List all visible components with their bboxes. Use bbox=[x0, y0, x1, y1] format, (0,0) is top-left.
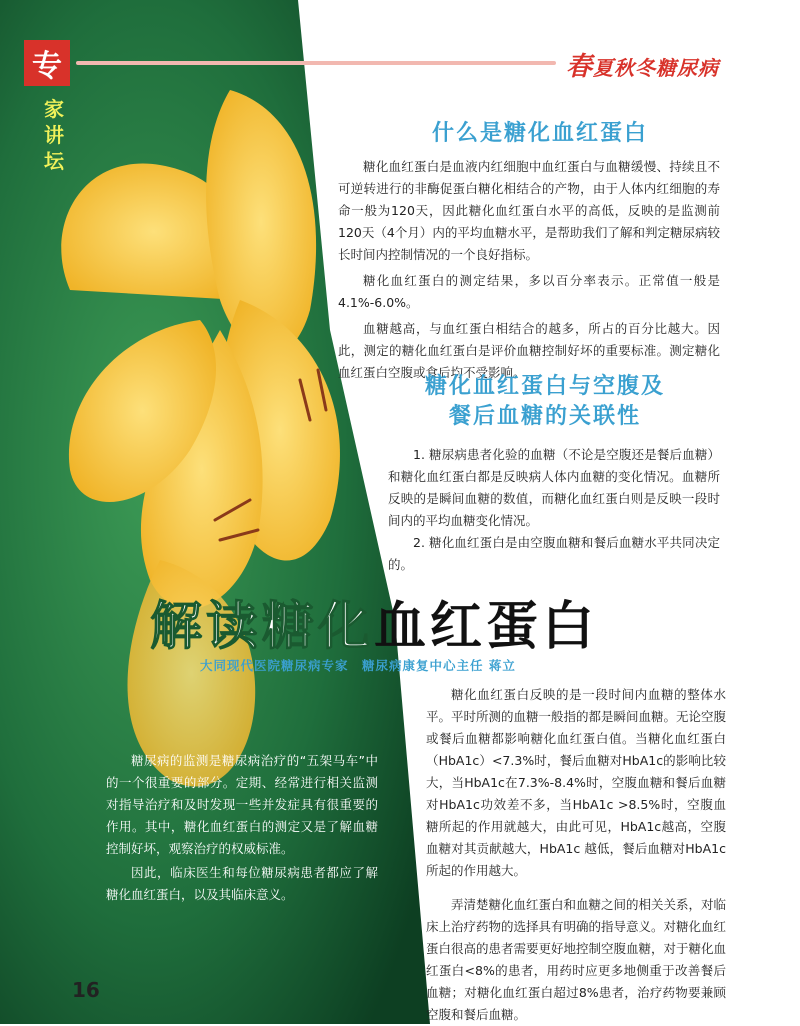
page-number: 16 bbox=[72, 978, 100, 1002]
column-tag-sub: 家讲坛 bbox=[44, 97, 64, 173]
column-tag: 专 bbox=[24, 40, 70, 86]
section2-body bbox=[388, 444, 720, 576]
section2-title-line2: 餐后血糖的关联性 bbox=[448, 404, 641, 429]
main-title-dark-part: 血红蛋白 bbox=[374, 597, 599, 657]
left-paragraph: 糖尿病的监测是糖尿病治疗的“五架马车”中的一个很重要的部分。定期、经常进行相关监测对指导治疗和及时发现一些并发症具有很重要的作用。其中，糖化血红蛋白的测定又是了解血糖控制好坏，观察治疗的权威标准。 bbox=[106, 753, 378, 856]
section1-paragraph: 糖化血红蛋白是血液内红细胞中血红蛋白与血糖缓慢、持续且不可逆转进行的非酶促蛋白糖化相结合的产物，由于人体内红细胞的寿命一般为120天，因此糖化血红蛋白水平的高低，反映的是监测前120天（4个月）内的平均血糖水平，是帮助我们了解和判定糖尿病较长时间内控制情况的一个良好指标。 bbox=[338, 159, 720, 262]
main-title bbox=[150, 584, 598, 659]
section2-paragraph: 2. 糖化血红蛋白是由空腹血糖和餐后血糖水平共同决定的。 bbox=[388, 535, 720, 572]
section1-title: 什么是糖化血红蛋白 bbox=[431, 121, 648, 146]
right-paragraph: 弄清楚糖化血红蛋白和血糖之间的相关关系，对临床上治疗药物的选择具有明确的指导意义。对糖化血红蛋白很高的患者需要更好地控制空腹血糖，对于糖化血红蛋白<8%的患者，用药时应更多地侧重于改善餐后血糖；对糖化血红蛋白超过8%患者，治疗药物要兼顾空腹和餐后血糖。 bbox=[426, 897, 727, 1022]
right-paragraph: 糖化血红蛋白反映的是一段时间内血糖的整体水平。平时所测的血糖一般指的都是瞬间血糖。无论空腹或餐后血糖都影响糖化血红蛋白值。当糖化血红蛋白（HbA1c）<7.3%时，餐后血糖对HbA1c的影响比较大，当HbA1c在7.3%-8.4%时，空腹血糖和餐后血糖对HbA1c功效差不多，当HbA1c >8.5%时，空腹血糖所起的作用就越大，由此可见，HbA1c越高，空腹血糖对其贡献越大，HbA1c 越低，餐后血糖对HbA1c所起的作用越大。 bbox=[426, 687, 727, 878]
section1-body bbox=[338, 156, 720, 384]
series-title-first: 春 bbox=[566, 52, 594, 82]
section1-paragraph: 糖化血红蛋白的测定结果，多以百分率表示。正常值一般是4.1%-6.0%。 bbox=[338, 273, 720, 310]
left-paragraph: 因此，临床医生和每位糖尿病患者都应了解糖化血红蛋白，以及其临床意义。 bbox=[106, 865, 378, 902]
section2-paragraph: 1. 糖尿病患者化验的血糖（不论是空腹还是餐后血糖）和糖化血红蛋白都是反映病人体内血糖的变化情况。血糖所反映的是瞬间血糖的数值，而糖化血红蛋白则是反映一段时间内的平均血糖变化情况。 bbox=[388, 447, 720, 528]
section2-title bbox=[380, 372, 710, 432]
series-title-rest: 夏秋冬糖尿病 bbox=[593, 56, 720, 80]
series-title bbox=[566, 46, 719, 83]
right-column bbox=[426, 684, 726, 1026]
section1-paragraph: 血糖越高，与血红蛋白相结合的越多，所占的百分比越大。因此，测定的糖化血红蛋白是评价血糖控制好坏的重要标准。测定糖化血红蛋白空腹或食后均不受影响。 bbox=[338, 321, 720, 380]
section2-title-line1: 糖化血红蛋白与空腹及 bbox=[424, 374, 665, 399]
header-rule bbox=[76, 61, 556, 65]
main-title-white-part: 解读糖化 bbox=[150, 597, 375, 657]
author-byline: 大同现代医院糖尿病专家 糖尿病康复中心主任 蒋立 bbox=[200, 658, 516, 673]
left-column bbox=[106, 750, 378, 906]
